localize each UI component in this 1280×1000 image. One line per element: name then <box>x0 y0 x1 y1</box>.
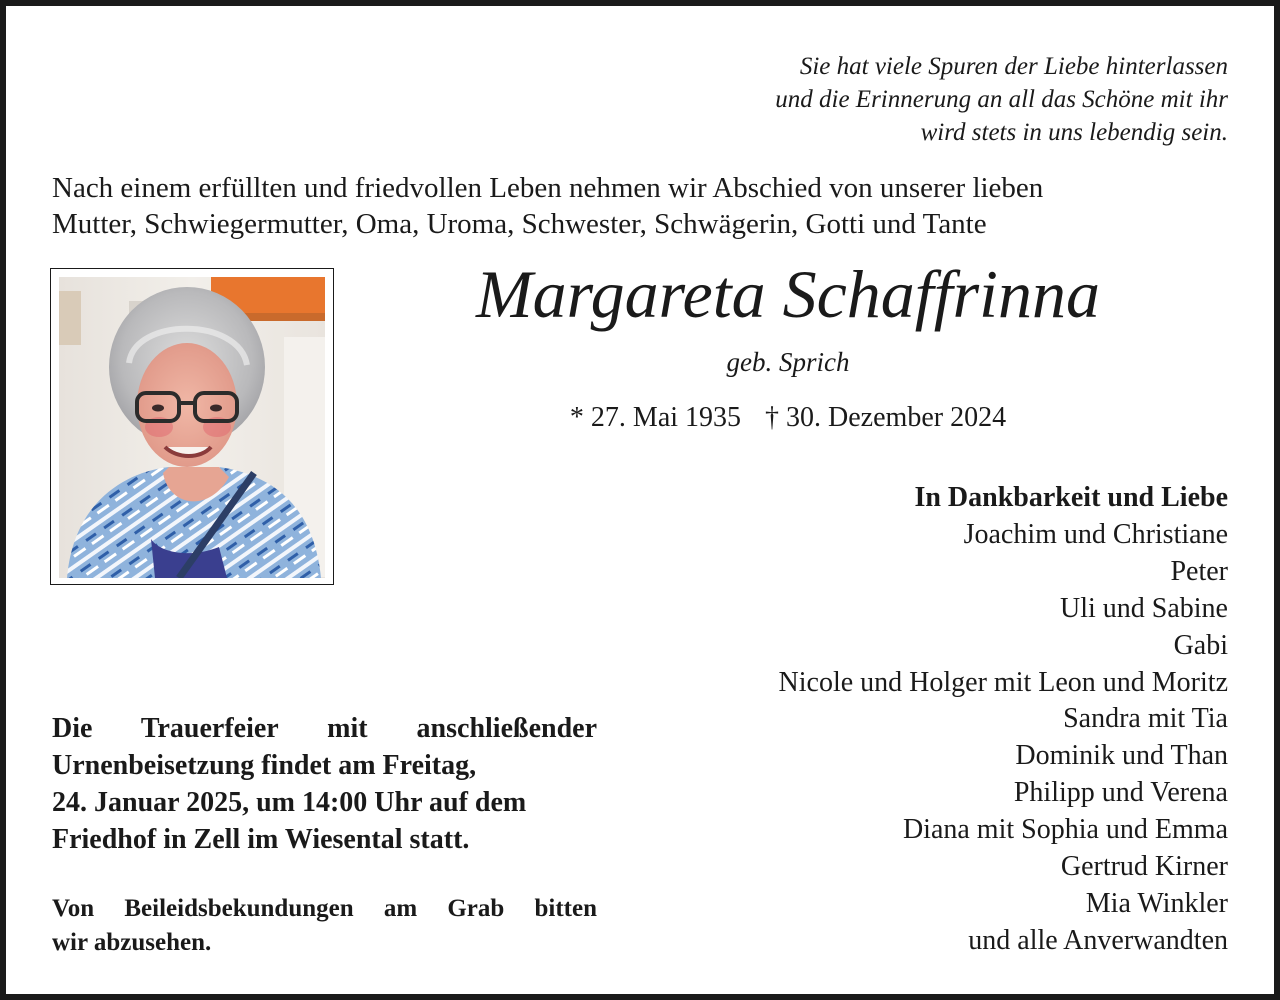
condolence-note <box>52 892 597 960</box>
mourner-entry: Peter <box>1170 555 1228 587</box>
birth-name: geb. Sprich <box>726 347 850 377</box>
mourner-entry: Diana mit Sophia und Emma <box>902 814 1228 846</box>
deceased-name: Margareta Schaffrinna <box>476 256 1100 332</box>
motto-line: wird stets in uns lebendig sein. <box>920 119 1228 146</box>
motto-verse <box>608 50 1228 149</box>
intro-line: Nach einem erfüllten und friedvollen Leben nehmen wir Abschied von unserer lieben <box>52 172 1044 204</box>
mourner-entry: Gabi <box>1173 629 1228 661</box>
mourner-entry: und alle Anverwandten <box>968 924 1228 956</box>
death-date: † 30. Dezember 2024 <box>765 402 1007 433</box>
portrait-image <box>59 277 325 578</box>
mourner-entry: Mia Winkler <box>1085 887 1228 919</box>
mourner-entry: Gertrud Kirner <box>1060 851 1228 883</box>
mourner-entry: Joachim und Christiane <box>963 518 1228 550</box>
motto-line: und die Erinnerung an all das Schöne mit ihr <box>775 86 1228 113</box>
mourner-entry: Sandra mit Tia <box>1063 703 1228 735</box>
mourner-entry: Uli und Sabine <box>1060 592 1228 624</box>
service-line: Die Trauerfeier mit anschließender <box>52 713 597 744</box>
intro-text <box>52 170 1043 242</box>
mourners-heading: In Dankbarkeit und Liebe <box>914 482 1228 513</box>
mourner-entry: Philipp und Verena <box>1013 777 1228 809</box>
mourners-list <box>608 480 1228 960</box>
birth-date: * 27. Mai 1935 <box>569 402 742 433</box>
motto-line: Sie hat viele Spuren der Liebe hinterlassen <box>799 53 1228 80</box>
service-line: 24. Januar 2025, um 14:00 Uhr auf dem <box>52 787 527 818</box>
mourner-entry: Nicole und Holger mit Leon und Moritz <box>778 666 1228 698</box>
life-dates <box>336 400 1240 436</box>
intro-line: Mutter, Schwiegermutter, Oma, Uroma, Schwester, Schwägerin, Gotti und Tante <box>52 208 987 240</box>
portrait-photo <box>50 268 334 585</box>
condolence-line: wir abzusehen. <box>52 929 212 956</box>
service-line: Urnenbeisetzung findet am Freitag, <box>52 750 477 781</box>
service-info <box>52 710 597 858</box>
condolence-line: Von Beileidsbekundungen am Grab bitten <box>52 895 597 922</box>
mourner-entry: Dominik und Than <box>1015 740 1228 772</box>
service-line: Friedhof in Zell im Wiesental statt. <box>52 824 470 855</box>
